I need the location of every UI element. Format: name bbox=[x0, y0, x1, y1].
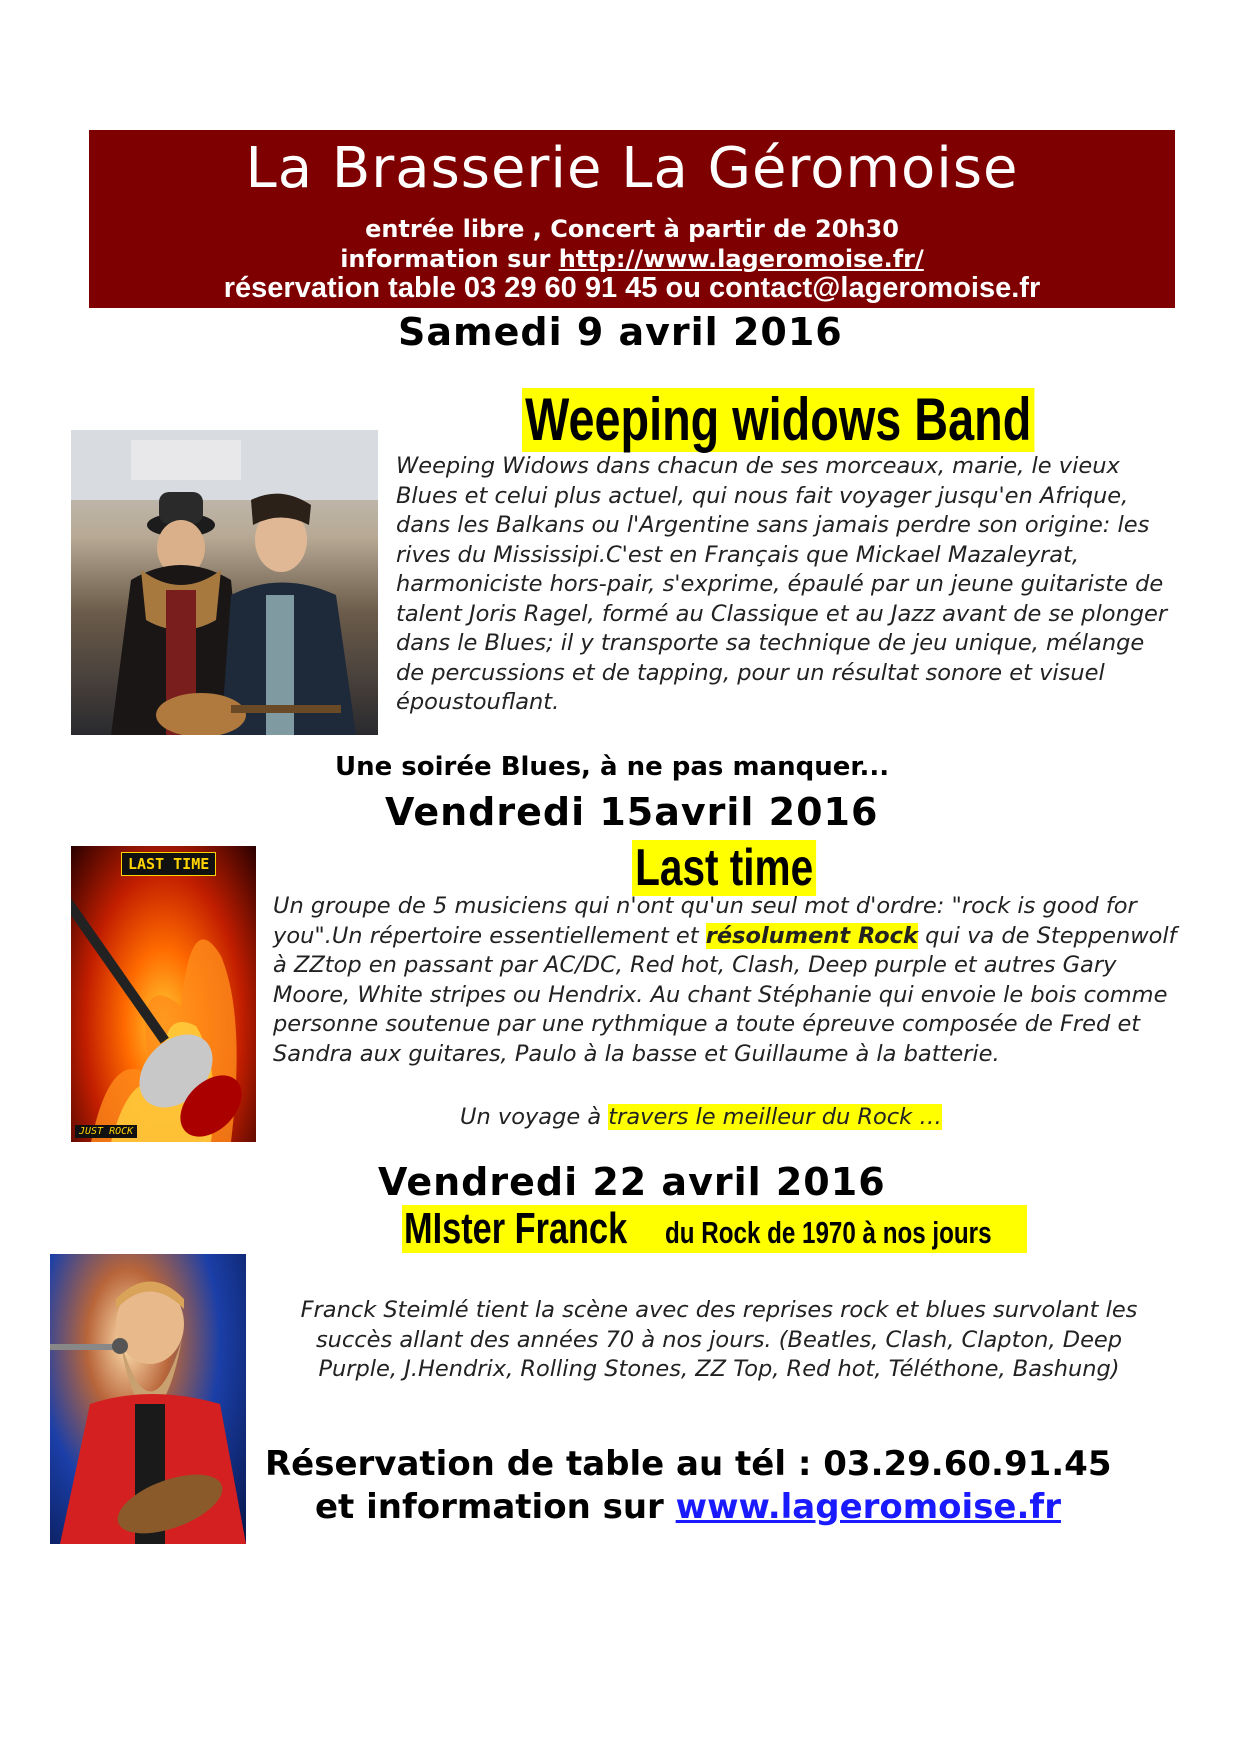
flaming-guitar-illustration bbox=[71, 846, 256, 1142]
event-1-description: Weeping Widows dans chacun de ses morceaux, marie, le vieux Blues et celui plus actuel, qui nous fait voyager jusqu'en Afrique, dans les Balkans ou l'Argentine sans jamais perdre son origine: les rives du Mississipi.C'est en Français que Mickael Mazaleyrat, harmoniciste hors-pair, s'exprime, épaulé par un jeune guitariste de talent Joris Ragel, formé au Classique et au Jazz avant de se plonger dans le Blues; il y transporte sa technique de jeu unique, mélange de percussions et de tapping, pour un résultat sonore et visuel époustouflant. bbox=[396, 453, 1168, 715]
band-photo-illustration bbox=[71, 430, 378, 735]
entry-info: entrée libre , Concert à partir de 20h30 bbox=[365, 215, 899, 243]
event-2-description bbox=[273, 892, 1177, 1069]
photo-label-bottom: JUST ROCK bbox=[75, 1125, 137, 1138]
header-banner bbox=[89, 130, 1175, 308]
event-2-band-photo bbox=[71, 846, 256, 1142]
event-2-tagline-part-a: Un voyage à bbox=[460, 1104, 609, 1130]
website-link-header[interactable]: http://www.lageromoise.fr/ bbox=[558, 245, 924, 273]
event-2-desc-part-b: qui va de Steppenwolf à ZZtop en passant par AC/DC, Red hot, Clash, Deep purple et autres Gary Moore, White stripes ou Hendrix. Au chant Stéphanie qui envoie le bois comme personne soutenue par une rythmique a toute épreuve composée de Fred et Sandra aux guitares, Paulo à la basse et Guillaume à la batterie. bbox=[273, 922, 1177, 1067]
event-3-description: Franck Steimlé tient la scène avec des reprises rock et blues survolant les succès allant des années 70 à nos jours. (Beatles, Clash, Clapton, Deep Purple, J.Hendrix, Rolling Stones, ZZ Top, Red hot, Téléthone, Bashung) bbox=[300, 1297, 1138, 1382]
photo-label-top: LAST TIME bbox=[121, 852, 216, 876]
page-title: La Brasserie La Géromoise bbox=[245, 136, 1019, 201]
event-2-tagline bbox=[460, 1103, 942, 1133]
event-2-tagline-highlight: travers le meilleur du Rock … bbox=[608, 1104, 942, 1130]
footer-info-prefix: et information sur bbox=[315, 1487, 676, 1527]
event-2-date: Vendredi 15avril 2016 bbox=[385, 790, 879, 834]
footer-reservation: Réservation de table au tél : 03.29.60.91.45 bbox=[265, 1444, 1112, 1484]
info-prefix: information sur bbox=[340, 245, 559, 273]
singer-illustration bbox=[50, 1254, 246, 1544]
event-1-tagline: Une soirée Blues, à ne pas manquer... bbox=[335, 752, 890, 782]
event-2-desc-part-a: Un groupe de 5 musiciens qui n'ont qu'un seul mot d'ordre: "rock is good for you".Un répertoire essentiellement et bbox=[273, 893, 1137, 949]
event-2-desc-highlight: résolument Rock bbox=[705, 922, 918, 949]
footer-info bbox=[315, 1487, 1061, 1527]
info-line bbox=[89, 245, 1175, 273]
event-3-artist-photo bbox=[50, 1254, 246, 1544]
event-1-band-photo bbox=[71, 430, 378, 735]
event-3-band-subtitle: du Rock de 1970 à nos jours bbox=[665, 1215, 992, 1250]
website-link-footer[interactable]: www.lageromoise.fr bbox=[675, 1487, 1061, 1527]
event-3-date: Vendredi 22 avril 2016 bbox=[378, 1160, 886, 1204]
event-1-band-title: Weeping widows Band bbox=[522, 388, 1034, 452]
reservation-line: réservation table 03 29 60 91 45 ou contact@lageromoise.fr bbox=[223, 272, 1041, 304]
event-3-band-title: MIster Franck bbox=[404, 1204, 628, 1253]
event-1-date: Samedi 9 avril 2016 bbox=[398, 310, 843, 354]
event-2-band-title: Last time bbox=[632, 840, 816, 896]
